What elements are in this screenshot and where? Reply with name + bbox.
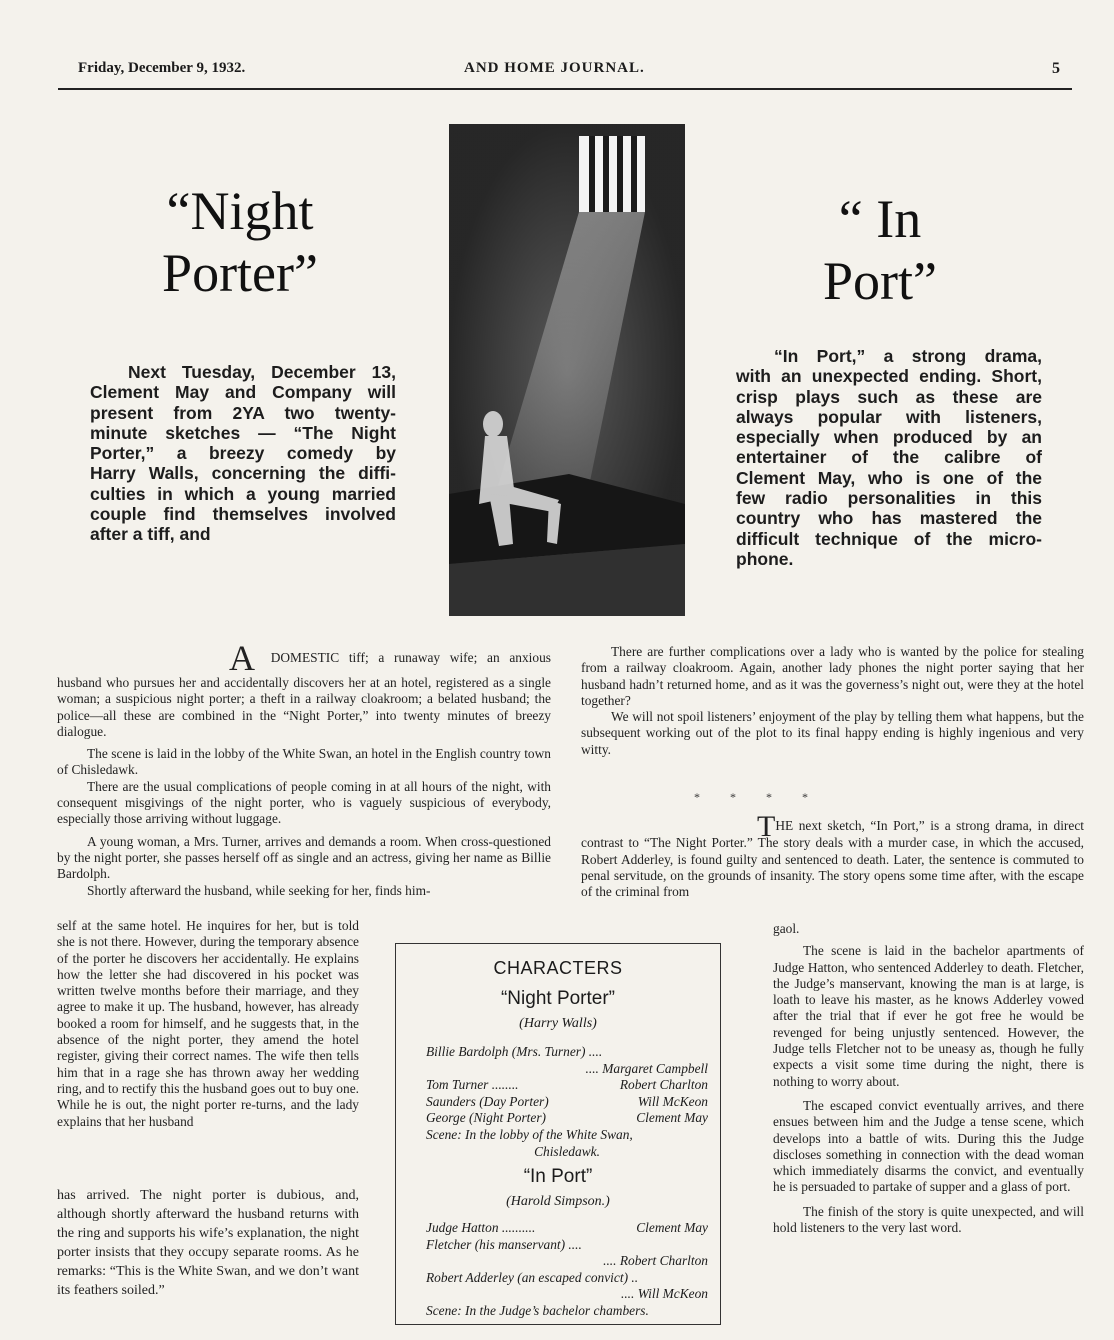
article-left-paragraph-5-start: Shortly afterward the husband, while seeking for her, finds him-: [87, 882, 431, 898]
article-right-paragraph-5: The escaped convict eventually arrives, and there ensues between him and the Judge a tense scene, which develops into a battle of wits. During this the Judge discloses something in connection with the dead woman which immediately disarms the convict, and eventually he is persuaded to partake of supper and a glass of port.: [773, 1097, 1084, 1195]
in-port-lead: “In Port,” a strong drama, with an unexpected ending. Short, crisp plays such as these are always popular with listeners, especially when produced by an entertainer of the calibre of Clement May, who is one of the few radio personalities in this country who has mastered the difficult technique of the micro- phone.: [736, 346, 1042, 569]
night-porter-title: [120, 180, 360, 304]
cast-line: Tom Turner ........ Robert Charlton: [426, 1077, 708, 1093]
cast-line: George (Night Porter) Clement May: [426, 1110, 708, 1126]
article-left-column: [57, 638, 551, 899]
prison-cell-illustration: [449, 124, 685, 616]
characters-box: [395, 943, 721, 1325]
header-rule: [58, 88, 1072, 90]
cast-line: Fletcher (his manservant) ....: [426, 1236, 582, 1252]
cast-line: .... Margaret Campbell: [585, 1060, 708, 1076]
article-right-in-port: [581, 810, 1084, 900]
article-right-paragraph-2: We will not spoil listeners’ enjoyment of the play by telling them what happens, but the subsequent working out of the plot to its final happy ending is highly ingenious and very witty.: [581, 709, 1084, 757]
night-porter-title-line2: Porter”: [162, 243, 318, 303]
dropcap-a: A: [229, 638, 255, 678]
cast-line: Judge Hatton .......... Clement May: [426, 1220, 708, 1235]
article-left-paragraph-5-end: has arrived. The night porter is dubious, and, although shortly afterward the husband returns with the ring and supports his wife’s explanation, the night porter insists that they occupy separate rooms. As he remarks: “This is the White Swan, and we don’t want its feathers soiled.”: [57, 1188, 359, 1298]
cast-line: Billie Bardolph (Mrs. Turner) ....: [426, 1044, 603, 1059]
night-porter-author: (Harry Walls): [519, 1016, 597, 1031]
article-right-paragraph-3-end: gaol.: [773, 921, 800, 936]
night-porter-lead: Next Tuesday, December 13, Clement May and Company will present from 2YA two twenty- minute sketches — “The Night Porter,” a breezy comedy by Harry Walls, concerning the diffi- culties in which a young married couple find themselves involved after a tiff, and: [90, 362, 396, 545]
night-porter-cast-title: “Night Porter”: [500, 988, 616, 1009]
cast-line: .... Robert Charlton: [603, 1253, 708, 1269]
article-right-paragraph-1: There are further complications over a lady who is wanted by the police for stealing from a railway cloakroom. Again, another lady phones the night porter saying that her husband hadn’t returned home, and as it was the governess’s night out, were they at the hotel together?: [581, 644, 1084, 708]
page-number: 5: [1052, 60, 1060, 77]
article-left-paragraph-5-middle: self at the same hotel. He inquires for her, but is told she is not there. However, during the temporary absence of the porter he discovers her accidentally. He explains how the letter she had discovered in his pocket was written twelve months before their marriage, and they agree to make it up. The husband, however, has already booked a room for himself, and he suggests that, in the absence of the night porter, they amend the hotel register, giving their correct names. The wife then tells him that in a rage she has thrown away her wedding ring, and to rectify this the husband goes out to buy one. While he is out, the night porter re-turns, and the lady explains that her husband: [57, 918, 359, 1129]
article-right-column: [581, 644, 1084, 758]
article-left-paragraph-1: A DOMESTIC tiff; a runaway wife; an anxious husband who pursues her and accidentally discovers her at an hotel, registered as a single woman; a suspicious night porter; a theft in a railway cloakroom; a belated husband; the police—all these are combined in the “Night Porter,” into twenty minutes of breezy dialogue.: [57, 638, 551, 739]
night-porter-title-line1: “Night: [166, 181, 314, 241]
in-port-cast-list: [426, 1220, 708, 1320]
prison-cell-drawing: [449, 124, 685, 616]
dropcap-t: T: [757, 810, 776, 843]
article-right-paragraph-6: The finish of the story is quite unexpected, and will hold listeners to the very last word.: [773, 1203, 1084, 1236]
cast-line: Saunders (Day Porter) Will McKeon: [426, 1093, 708, 1109]
in-port-author: (Harold Simpson.): [506, 1194, 610, 1209]
article-left-bottom: [57, 1186, 359, 1300]
characters-heading: CHARACTERS: [493, 958, 623, 978]
article-right-narrow: [773, 921, 1084, 1236]
article-left-narrow: [57, 918, 359, 1130]
article-right-paragraph-3: THE next sketch, “In Port,” is a strong drama, in direct contrast to “The Night Porter.” The story deals with a murder case, in which the accused, Robert Adderley, is found guilty and sentenced to death. Later, the sentence is commuted to penal servitude, on the grounds of insanity. The story opens some time after, with the escape of the criminal from: [581, 810, 1084, 900]
night-porter-cast-list: [426, 1044, 708, 1160]
in-port-cast-title: “In Port”: [523, 1166, 593, 1187]
cast-line: Scene: In the Judge’s bachelor chambers.: [426, 1302, 649, 1318]
article-right-paragraph-4: The scene is laid in the bachelor apartments of Judge Hatton, who sentenced Adderley to death. Fletcher, the Judge’s manservant, knowing the man is at large, is loath to leave his master, as he knows Adderley vowed after the trial that if ever he got free he would be revenged for being unjustly sentenced. However, the Judge tells Fletcher not to be uneasy as, though he fully expects a visit some time during the night, there is nothing to worry about.: [773, 943, 1084, 1089]
section-separator-stars: * * * *: [694, 790, 808, 804]
in-port-title: [800, 188, 960, 312]
cast-line: Scene: In the lobby of the White Swan,: [426, 1126, 633, 1142]
in-port-title-line1: “ In: [838, 189, 922, 249]
issue-date: Friday, December 9, 1932.: [78, 60, 246, 76]
article-left-paragraph-2: The scene is laid in the lobby of the White Swan, an hotel in the English country town of Chisledawk.: [57, 746, 551, 778]
publication-name: AND HOME JOURNAL.: [464, 60, 645, 76]
article-left-paragraph-4: A young woman, a Mrs. Turner, arrives and demands a room. When cross-questioned by the night porter, she passes herself off as single and an actress, giving her name as Billie Bardolph.: [57, 833, 551, 882]
cast-line: .... Will McKeon: [620, 1286, 708, 1302]
cast-line: Robert Adderley (an escaped convict) ..: [426, 1269, 639, 1285]
article-left-paragraph-3: There are the usual complications of people coming in at all hours of the night, with consequent misgivings of the night porter, who is vaguely suspicious of everybody, especially those arriving without luggage.: [57, 778, 551, 827]
in-port-title-line2: Port”: [823, 251, 937, 311]
cast-line: Chisledawk.: [534, 1143, 600, 1159]
